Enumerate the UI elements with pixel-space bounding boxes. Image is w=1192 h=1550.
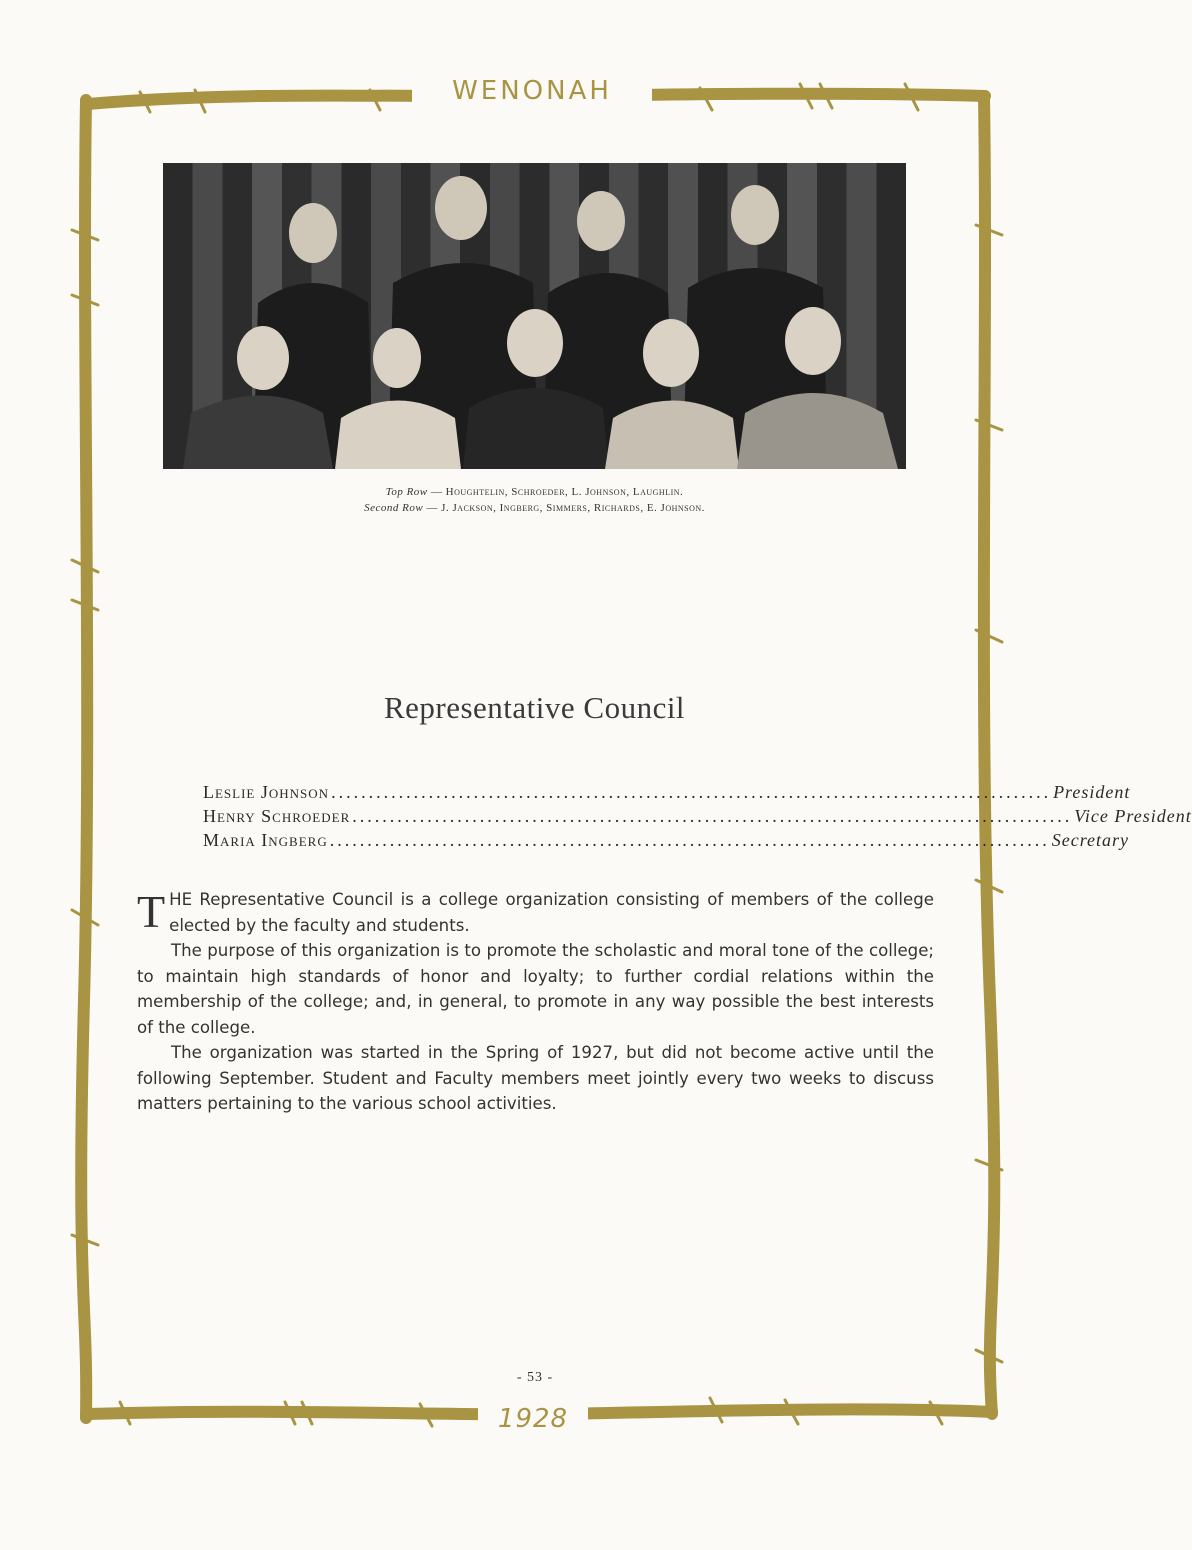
officer-name: Leslie Johnson (203, 782, 330, 802)
caption-row-1-label: Top Row (385, 486, 428, 498)
section-title: Representative Council (383, 690, 686, 725)
caption-row-1-names: — Houghtelin, Schroeder, L. Johnson, Laughlin. (430, 486, 684, 498)
officer-name: Maria Ingberg (203, 830, 328, 850)
officers-list (203, 780, 1192, 852)
officer-name: Henry Schroeder (203, 806, 351, 826)
body-text (137, 887, 934, 1117)
page-number: - 53 - (516, 1370, 554, 1385)
paragraph-1 (137, 887, 934, 938)
leader-dots: ................................................................................................ (352, 806, 1073, 826)
leader-dots: ................................................................................................ (329, 830, 1050, 850)
group-photo-figures (163, 163, 906, 469)
caption-row-2-names: — J. Jackson, Ingberg, Simmers, Richards, E. Johnson. (426, 502, 705, 514)
photo-caption (163, 484, 906, 516)
officer-role: Vice President (1074, 806, 1192, 826)
header-title: WENONAH (412, 76, 652, 106)
drop-cap: T (137, 886, 166, 937)
paragraph-2: The purpose of this organization is to promote the scholastic and moral tone of the college; to maintain high standards of honor and loyalty; to further cordial relations within the membership of the college; and, in general, to promote in any way possible the best interests of the college. (137, 941, 934, 1037)
paragraph-3: The organization was started in the Spring of 1927, but did not become active until the following September. Student and Faculty members meet jointly every two weeks to discuss matters pertaining to the various school activities. (137, 1043, 934, 1113)
group-photo (163, 163, 906, 469)
officer-row (203, 780, 1131, 804)
officer-role: President (1053, 782, 1131, 802)
officer-role: Secretary (1051, 830, 1130, 850)
caption-row-2 (163, 500, 906, 516)
caption-row-2-label: Second Row (364, 502, 424, 514)
officer-row (203, 804, 1192, 828)
leader-dots: ................................................................................................ (331, 782, 1052, 802)
footer-year: 1928 (478, 1404, 588, 1434)
paragraph-1-text: HE Representative Council is a college organization consisting of members of the college elected by the faculty and students. (169, 890, 934, 935)
caption-row-1 (163, 484, 906, 500)
officer-row (203, 828, 1130, 852)
